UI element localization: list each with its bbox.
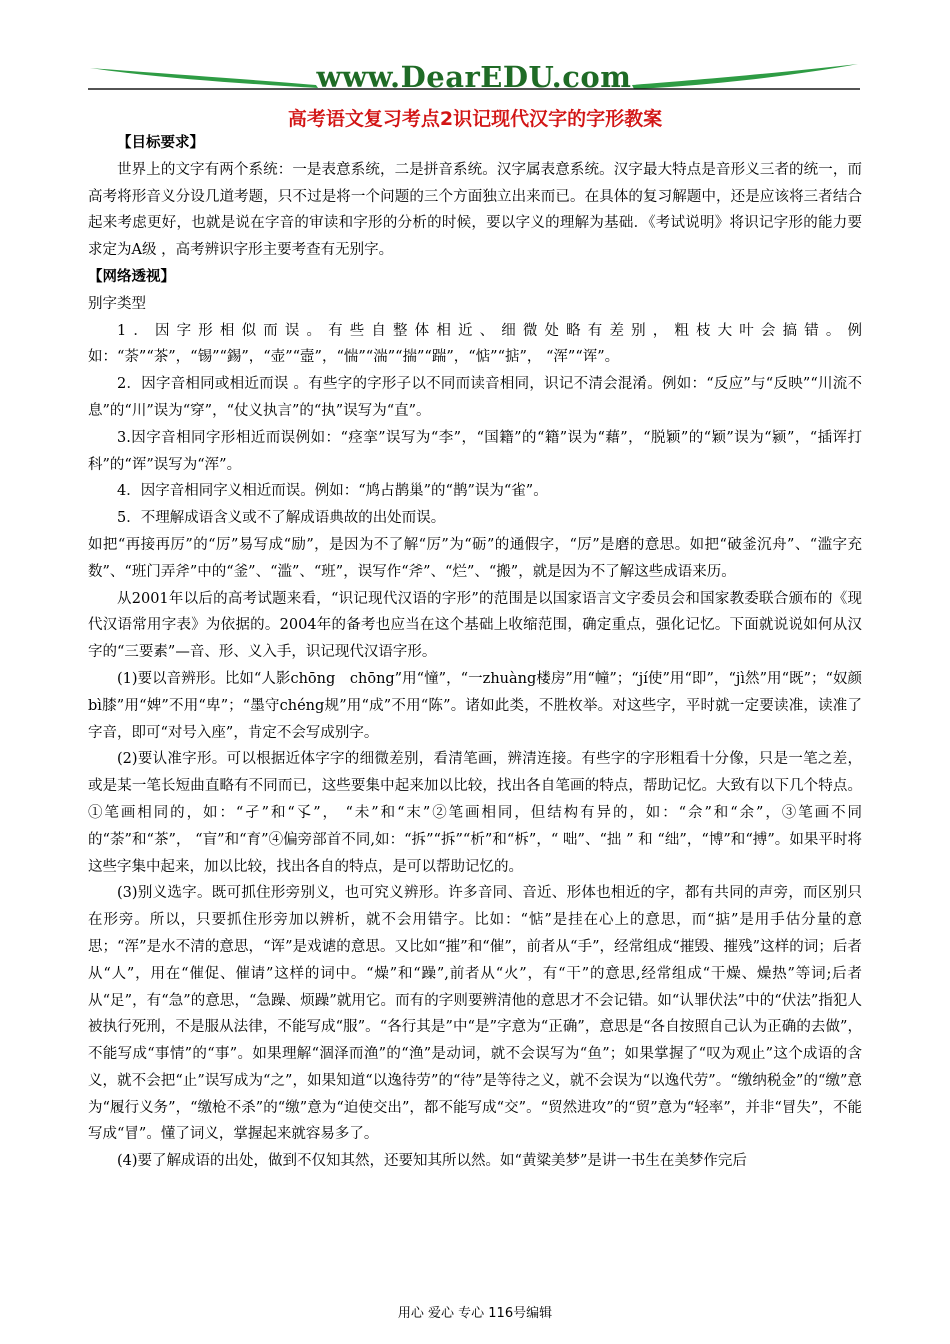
body-paragraph: (4)要了解成语的出处，做到不仅知其然，还要知其所以然。如“黄粱美梦”是讲一书生在美梦作完后 <box>117 1153 747 1170</box>
error-type-item: 3.因字音相同字形相近而误例如：“痉挛”误写为“李”，“国籍”的“籍”误为“藉”，“脱颖”的“颖”误为“颍”，“插诨打科”的“诨”误写为“浑”。 <box>88 429 862 473</box>
document-body <box>88 130 862 1175</box>
body-paragraph: (2)要认准字形。可以根据近体字字的细微差别，看清笔画，辨清连接。有些字的字形粗看十分像，只是一笔之差，或是某一笔长短曲直略有不同而已，这些要集中起来加以比较，找出各自笔画的特点，帮助记忆。大致有以下几个特点。①笔画相同的，如：“孑”和“孓”， “未”和“末”②笔画相同，但结构有异的，如：“佘”和“余”，③笔画不同的“荼”和“茶”， “盲”和“育”④偏旁部首不同,如：“拆”“拆”“析”和“柝”，“ 咄”、“拙 ” 和 “绌”，“博”和“搏”。如果平时将这些字集中起来，加以比较，找出各自的特点，是可以帮助记忆的。 <box>88 751 862 875</box>
goal-paragraph: 世界上的文字有两个系统：一是表意系统，二是拼音系统。汉字属表意系统。汉字最大特点是音形义三者的统一，而高考将形音义分设几道考题，只不过是将一个问题的三个方面独立出来而已。在具体的复习解题中，还是应该将三者结合起来考虑更好，也就是说在字音的审读和字形的分析的时候，要以字义的理解为基础．《考试说明》将识记字形的能力要求定为A级 ，高考辨识字形主要考查有无别字。 <box>88 161 862 259</box>
body-paragraph: (1)要以音辨形。比如“人影chōng chōng”用“憧”，“一zhuàng楼房”用“幢”；“jí使”用“即”，“jì然”用“既”；“奴颜bì膝”用“婢”不用“卑”；“墨守chéng规”用“成”不用“陈”。诸如此类，不胜枚举。对这些字，平时就一定要读准，读准了字音，即可“对号入座”，肯定不会写成别字。 <box>88 670 862 741</box>
page-footer: 用心 爱心 专心 116号编辑 <box>397 1306 553 1321</box>
body-paragraph: 从2001年以后的高考试题来看，“识记现代汉语的字形”的范围是以国家语言文字委员会和国家教委联合颁布的《现代汉语常用字表》为依据的。2004年的备考也应当在这个基础上收缩范围，确定重点，强化记忆。下面就说说如何从汉字的“三要素”—音、形、义入手，识记现代汉语字形。 <box>88 590 862 661</box>
error-type-item: 5．不理解成语含义或不了解成语典故的出处而误。 <box>117 510 446 527</box>
page-title: 高考语文复习考点2识记现代汉字的字形教案 <box>287 108 663 130</box>
types-label: 别字类型 <box>88 295 146 312</box>
body-paragraph: (3)别义选字。既可抓住形旁别义，也可究义辨形。许多音同、音近、形体也相近的字，都有共同的声旁，而区别只在形旁。所以，只要抓住形旁加以辨析，就不会用错字。比如：“惦”是挂在心上的意思，而“掂”是用手估分量的意思；“浑”是水不清的意思，“诨”是戏谑的意思。又比如“摧”和“催”，前者从“手”，经常组成“摧毁、摧残”这样的词；后者从“人”，用在“催促、催请”这样的词中。“燥”和“躁”,前者从“火”，有“干”的意思,经常组成“干燥、燥热”等词;后者从“足”，有“急”的意思，“急躁、烦躁”就用它。而有的字则要辨清他的意思才不会记错。如“认罪伏法”中的“伏法”指犯人被执行死刑，不是服从法律，不能写成“服”。“各行其是”中“是”字意为“正确”，意思是“各自按照自己认为正确的去做”，不能写成“事情”的“事”。如果理解“涸泽而渔”的“渔”是动词，就不会误写为“鱼”；如果掌握了“叹为观止”这个成语的含义，就不会把“止”误写成为“之”，如果知道“以逸待劳”的“待”是等待之义，就不会误为“以逸代劳”。“缴纳税金”的“缴”意为“履行义务”，“缴枪不杀”的“缴”意为“迫使交出”，都不能写成“交”。“贸然进攻”的“贸”意为“轻率”，并非“冒失”，不能写成“冒”。懂了词义，掌握起来就容易多了。 <box>88 885 862 1143</box>
error-type-item: 2．因字音相同或相近而误 。有些字的字形子以不同而读音相同，识记不清会混淆。例如：“反应”与“反映”“川流不息”的“川”误为“穿”，“仗义执言”的“执”误写为“直”。 <box>88 376 862 419</box>
item5-detail: 如把“再接再厉”的“厉”易写成“励”，是因为不了解“厉”为“砺”的通假字，“厉”是磨的意思。如把“破釜沉舟”、“滥字充数”、“班门弄斧”中的“釜”、“滥”、“班”，误写作“斧”、“烂”、“搬”，就是因为不了解这些成语来历。 <box>88 536 862 580</box>
site-banner <box>88 58 860 98</box>
goal-heading: 【目标要求】 <box>117 135 204 151</box>
site-logo-text: www.DearEDU.com <box>316 60 632 94</box>
network-heading: 【网络透视】 <box>88 268 175 285</box>
error-type-item: 4．因字音相同字义相近而误。例如：“鸠占鹊巢”的“鹊”误为“雀”。 <box>117 483 548 500</box>
error-type-item: 1．因字形相似而误。有些自整体相近、细微处略有差别，粗枝大叶会搞错。例如：“荼”“茶”，“锡”“錫”，“壶”“壼”，“惴”“湍”“揣”“踹”，“惦”“掂”， “浑”“诨”。 <box>88 322 862 366</box>
